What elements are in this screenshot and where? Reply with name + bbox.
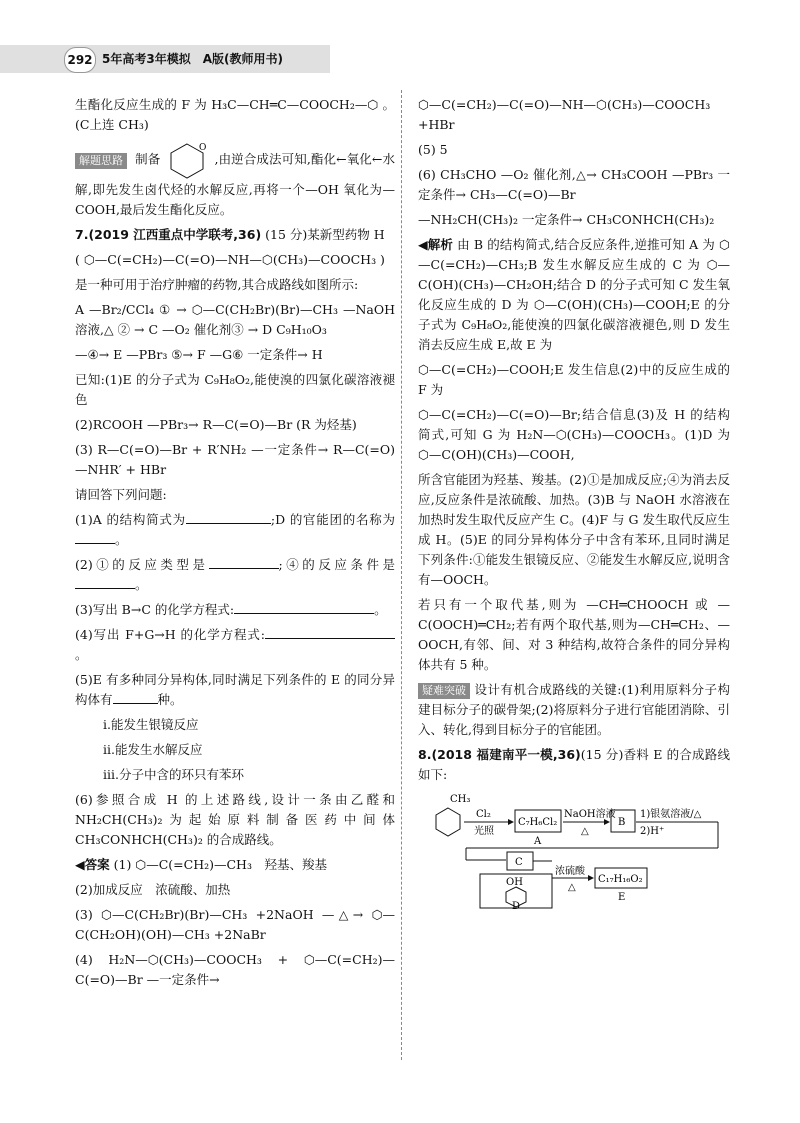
solution-idea xyxy=(75,140,395,220)
flow-naoh: NaOH溶液 xyxy=(564,809,616,820)
analysis-5: 若只有一个取代基,则为 —CH═CHOOCH 或 —C(OOCH)═CH₂;若有两个取代基,则为—CH═CH₂、—OOCH,有邻、间、对 3 种结构,故符合条件的同分异构体共有 5 种。 xyxy=(418,597,730,672)
q8-stem xyxy=(418,745,730,785)
answer-1 xyxy=(75,855,395,875)
q2-text-b: ;④的反应条件是 xyxy=(278,557,395,572)
answer-6b: —NH₂CH(CH₃)₂ 一定条件→ CH₃CONHCH(CH₃)₂ xyxy=(418,212,715,227)
question-2 xyxy=(75,555,395,595)
flow-box-e: C₁₇H₁₆O₂ xyxy=(598,874,643,885)
q4-text: (4)写出 F+G→H 的化学方程式: xyxy=(75,627,265,642)
condition-2: ⅱ.能发生水解反应 xyxy=(103,742,203,757)
q7-title: 7.(2019 江西重点中学联考,36) xyxy=(75,227,262,242)
flow-light: 光照 xyxy=(474,826,494,837)
analysis-4: 所含官能团为羟基、羧基。(2)①是加成反应;④为消去反应,反应条件是浓硫酸、加热。(3)B 与 NaOH 水溶液在加热时发生取代反应产生 C。(4)F 与 G 发生取代反应生成 H。(5)E 的同分异构体分子中含有苯环,且同时满足下列条件:①能发生银镜反应、②能发生水解反应,说明含有—OOCH。 xyxy=(418,472,730,587)
right-column xyxy=(418,95,730,910)
difficulty-text: 设计有机合成路线的关键:(1)利用原料分子构建目标分子的碳骨架;(2)将原料分子进行官能团消除、引入、转化,得到目标分子的官能团。 xyxy=(418,682,730,737)
lactone-ring-icon xyxy=(164,140,210,180)
flow-label-e: E xyxy=(618,892,626,903)
tag-solution-idea: 解题思路 xyxy=(75,153,127,169)
analysis-label-text: 解析 xyxy=(427,237,454,252)
tag-difficulty: 疑难突破 xyxy=(418,683,470,699)
flow-box-a: C₇H₆Cl₂ xyxy=(518,817,558,828)
flow-r3b: 2)H⁺ xyxy=(640,826,665,837)
svg-text:O: O xyxy=(199,143,207,153)
answer-4: (4) H₂N—⬡(CH₃)—COOCH₃ + ⬡—C(=CH₂)—C(=O)—Br —一定条件→ xyxy=(75,952,395,987)
question-1 xyxy=(75,510,395,550)
analysis-3: ⬡—C(=CH₂)—C(=O)—Br;结合信息(3)及 H 的结构简式,可知 G 为 H₂N—⬡(CH₃)—COOCH₃。(1)D 为 ⬡—C(OH)(CH₃)—COOH, xyxy=(418,407,730,462)
flow-label-d: D xyxy=(512,901,521,910)
question-4 xyxy=(75,625,395,665)
answer-5: (5) 5 xyxy=(418,142,448,157)
header-title: 5年高考3年模拟 A版(教师用书) xyxy=(102,52,283,66)
q7-desc: 是一种可用于治疗肿瘤的药物,其合成路线如图所示: xyxy=(75,277,359,292)
arrow-1-head xyxy=(508,819,514,825)
flow-box-c: C xyxy=(515,857,523,868)
q1-text-b: ;D 的官能团的名称为 xyxy=(270,512,395,527)
flow-box-d: OH xyxy=(506,877,523,888)
answer-label-text: 答案 xyxy=(84,857,110,872)
answer-1-text: (1) ⬡—C(=CH₂)—CH₃ 羟基、羧基 xyxy=(113,857,327,872)
flow-cl2: Cl₂ xyxy=(476,809,491,820)
q3-text: (3)写出 B→C 的化学方程式: xyxy=(75,602,235,617)
answer-3: (3) ⬡—C(CH₂Br)(Br)—CH₃ +2NaOH —△→ ⬡—C(CH₂OH)(OH)—CH₃ +2NaBr xyxy=(75,907,395,942)
known-1: 已知:(1)E 的分子式为 C₉H₈O₂,能使溴的四氯化碳溶液褪色 xyxy=(75,372,395,407)
answer-label: ◀答案 xyxy=(75,857,110,872)
q3-end: 。 xyxy=(374,602,387,617)
solution-text-a: 制备 xyxy=(135,151,161,167)
q4-end: 。 xyxy=(75,647,88,662)
answer-blank[interactable] xyxy=(186,511,271,524)
difficulty-note xyxy=(418,680,730,740)
flow-r3a: 1)银氨溶液/△ xyxy=(640,809,702,820)
known-3: (3) R—C(=O)—Br + R′NH₂ —一定条件→ R—C(=O)—NHR′ + HBr xyxy=(75,442,395,477)
arrow-4-head xyxy=(588,875,594,881)
answer-blank[interactable] xyxy=(209,556,279,569)
question-3 xyxy=(75,600,395,620)
toluene-ring-icon xyxy=(436,808,460,836)
flow-h2so4: 浓硫酸 xyxy=(555,866,585,877)
page-number: 292 xyxy=(64,47,96,73)
condition-1: ⅰ.能发生银镜反应 xyxy=(103,717,199,732)
q2-end: 。 xyxy=(135,577,148,592)
q7-stem xyxy=(75,225,395,245)
analysis-1 xyxy=(418,235,730,355)
answer-2: (2)加成反应 浓硫酸、加热 xyxy=(75,882,231,897)
answer-blank[interactable] xyxy=(265,626,395,639)
q7-h-structure: ( ⬡—C(=CH₂)—C(=O)—NH—⬡(CH₃)—COOCH₃ ) xyxy=(75,252,385,267)
answer-blank[interactable] xyxy=(234,601,374,614)
answer-blank[interactable] xyxy=(75,531,115,544)
f-structure: 生酯化反应生成的 F 为 H₃C—CH═C—COOCH₂—⬡ 。 (C上连 CH₃) xyxy=(75,97,395,132)
analysis-1-text: 由 B 的结构简式,结合反应条件,逆推可知 A 为 ⬡—C(=CH₂)—CH₃;B 发生水解反应生成的 C 为 ⬡—C(OH)(CH₃)—CH₂OH;结合 D 的分子式可知 C 发生氧化反应生成的 D 为 ⬡—C(OH)(CH₃)—COOH;E 的分子式为 C₉H₈O₂,能使溴的四氯化碳溶液褪色,则 D 发生消去反应生成 E,故 E 为 xyxy=(418,237,731,352)
column-divider xyxy=(401,90,402,1060)
flow-heat-1: △ xyxy=(581,826,589,837)
q5-end: 种。 xyxy=(157,692,183,707)
route-line-2: —④→ E —PBr₃ ⑤→ F —G⑥ 一定条件→ H xyxy=(75,347,323,362)
known-2: (2)RCOOH —PBr₃→ R—C(=O)—Br (R 为烃基) xyxy=(75,417,357,432)
solution-text-b: ,由逆合成法可知,酯化←氧化←水解,即先发生卤代烃的水解反应,再将一个—OH 氧化为—COOH,最后发生酯化反应。 xyxy=(75,151,395,217)
analysis-label: ◀解析 xyxy=(418,237,454,252)
flow-label-a: A xyxy=(534,836,542,847)
flow-reactant: CH₃ xyxy=(450,794,471,805)
answer-6a: (6) CH₃CHO —O₂ 催化剂,△→ CH₃COOH —PBr₃ 一定条件→ CH₃—C(=O)—Br xyxy=(418,167,730,202)
flow-box-b: B xyxy=(618,817,626,828)
synthesis-flow-diagram xyxy=(418,790,728,910)
question-5 xyxy=(75,670,395,710)
route-line-1: A —Br₂/CCl₄ ① → ⬡—C(CH₂Br)(Br)—CH₃ —NaOH 溶液,△ ② → C —O₂ 催化剂③ → D C₉H₁₀O₃ xyxy=(75,302,395,337)
answer-blank[interactable] xyxy=(75,576,135,589)
q8-title: 8.(2018 福建南平一模,36) xyxy=(418,747,581,762)
answer-blank[interactable] xyxy=(113,691,158,704)
question-6: (6)参照合成 H 的上述路线,设计一条由乙醛和 NH₂CH(CH₃)₂为起始原料制备医药中间体 CH₃CONHCH(CH₃)₂ 的合成路线。 xyxy=(75,792,395,847)
q8-intro: (15 分)香料 E 的合成路线如下: xyxy=(418,747,730,782)
q7-intro: (15 分)某新型药物 H xyxy=(265,227,385,242)
analysis-2: ⬡—C(=CH₂)—COOH;E 发生信息(2)中的反应生成的 F 为 xyxy=(418,362,730,397)
q5-text: (5)E 有多种同分异构体,同时满足下列条件的 E 的同分异构体有 xyxy=(75,672,395,707)
questions-intro: 请回答下列问题: xyxy=(75,487,167,502)
q1-text: (1)A 的结构简式为 xyxy=(75,512,186,527)
q2-text: (2)①的反应类型是 xyxy=(75,557,209,572)
flow-heat-2: △ xyxy=(568,882,576,893)
condition-3: ⅲ.分子中含的环只有苯环 xyxy=(103,767,244,782)
q1-end: 。 xyxy=(115,532,128,547)
answer-4-continued: ⬡—C(=CH₂)—C(=O)—NH—⬡(CH₃)—COOCH₃ +HBr xyxy=(418,97,711,132)
left-column xyxy=(75,95,395,995)
